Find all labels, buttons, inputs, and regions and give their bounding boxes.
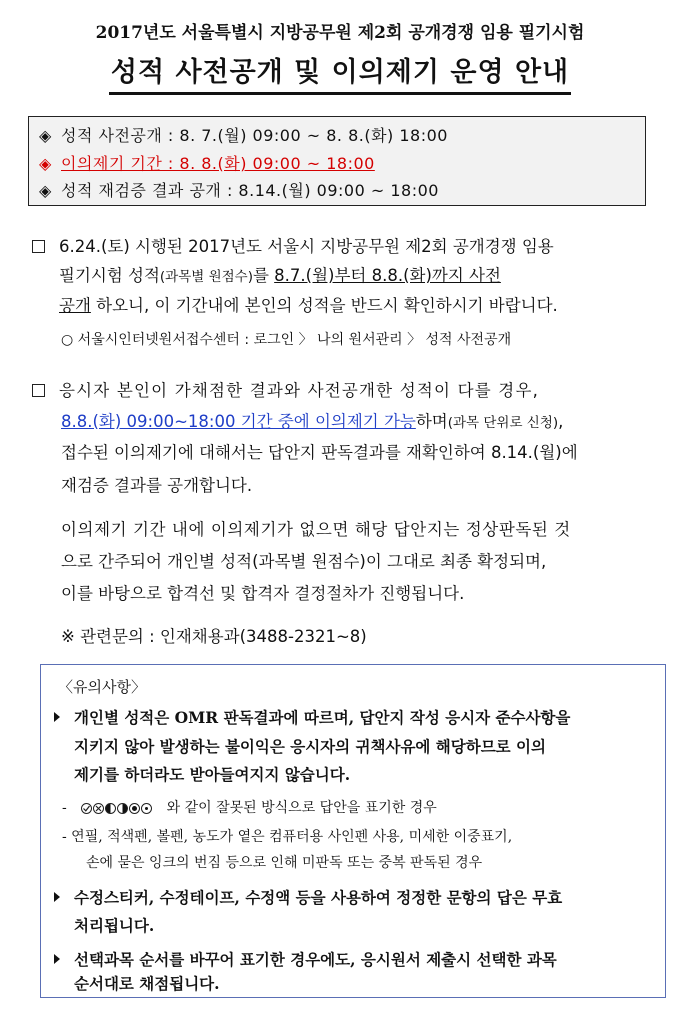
notice-dash1: - 와 같이 잘못된 방식으로 답안을 표기한 경우: [62, 800, 437, 816]
document-subtitle: 2017년도 서울특별시 지방공무원 제2회 공개경쟁 임용 필기시험: [95, 23, 585, 43]
notice-heading: 〈유의사항〉: [58, 678, 146, 696]
section2-line2: [61, 408, 563, 432]
section1-underlined-date: 8.7.(월)부터 8.8.(화)까지 사전: [274, 266, 501, 285]
section1-text-small: (과목별 원점수): [159, 269, 253, 285]
triangle-bullet-icon: [54, 712, 60, 722]
check-circle-icon: [81, 803, 92, 814]
notice-dash2-line1: - 연필, 적색펜, 볼펜, 농도가 옅은 컴퓨터용 사인펜 사용, 미세한 이중표기,: [62, 829, 513, 845]
section1-menu-path: ○ 서울시인터넷원서접수센터 : 로그인 〉 나의 원서관리 〉 성적 사전공개: [61, 332, 512, 348]
summary-row-score-preview: [39, 123, 448, 146]
section2-line1: [32, 377, 539, 401]
checkbox-square-icon: [32, 240, 45, 253]
section1-line3: [59, 292, 558, 316]
checkbox-square-icon: [32, 384, 45, 397]
dot-circle-icon: [129, 803, 140, 814]
section2-text: ,: [558, 412, 564, 431]
schedule-summary-box: [28, 116, 646, 206]
section2-text: 하며: [415, 412, 448, 431]
section2-para2-line1: 이의제기 기간 내에 이의제기가 없으면 해당 답안지는 정상판독된 것: [61, 520, 571, 539]
contact-info: ※ 관련문의 : 인재채용과(3488-2321~8): [61, 627, 367, 646]
omr-wrong-mark-examples: [81, 803, 152, 814]
section2-text-small: (과목 단위로 신청): [447, 415, 559, 431]
section1-text: 6.24.(토) 시행된 2017년도 서울시 지방공무원 제2회 공개경쟁 임용: [59, 237, 554, 256]
notice-bullet3-line1: [54, 948, 557, 970]
notice-text: 수정스티커, 수정테이프, 수정액 등을 사용하여 정정한 문항의 답은 무효: [74, 888, 563, 907]
summary-row-objection-period: [39, 151, 375, 174]
document-title: [0, 50, 680, 95]
section2-para2-line3: 이를 바탕으로 합격선 및 합격자 결정절차가 진행됩니다.: [61, 584, 465, 603]
notice-dash2-line2: 손에 묻은 잉크의 번짐 등으로 인해 미판독 또는 중복 판독된 경우: [86, 855, 483, 871]
section1-text: 를: [252, 266, 275, 285]
notice-bullet1-line3: 제기를 하더라도 받아들여지지 않습니다.: [74, 765, 351, 784]
summary-row-reverification: [39, 178, 439, 201]
triangle-bullet-icon: [54, 892, 60, 902]
diamond-icon: ◈: [39, 181, 52, 200]
section1-line2: [59, 262, 501, 286]
notice-text: 개인별 성적은 OMR 판독결과에 따르며, 답안지 작성 응시자 준수사항을: [74, 708, 571, 727]
section1-underlined-text: 공개: [59, 296, 91, 315]
summary-text: 이의제기 기간 : 8. 8.(화) 09:00 ~ 18:00: [61, 154, 375, 173]
notice-bullet2-line1: [54, 886, 562, 908]
section2-para2-line2: 으로 간주되어 개인별 성적(과목별 원점수)이 그대로 최종 확정되며,: [61, 552, 547, 571]
notice-bullet3-line2: 순서대로 채점됩니다.: [74, 974, 220, 993]
section2-line4: 재검증 결과를 공개합니다.: [61, 476, 253, 495]
section2-line3: 접수된 이의제기에 대해서는 답안지 판독결과를 재확인하여 8.14.(월)에: [61, 443, 578, 462]
diamond-icon: ◈: [39, 154, 52, 173]
summary-text: 성적 재검증 결과 공개 : 8.14.(월) 09:00 ~ 18:00: [61, 181, 439, 200]
summary-text: 성적 사전공개 : 8. 7.(월) 09:00 ~ 8. 8.(화) 18:00: [61, 126, 448, 145]
x-circle-icon: [93, 803, 104, 814]
notice-bullet1-line1: [54, 706, 570, 728]
document-title-text: 성적 사전공개 및 이의제기 운영 안내: [109, 50, 571, 95]
section2-objection-period-highlight: 8.8.(화) 09:00~18:00 기간 중에 이의제기 가능: [61, 412, 416, 431]
notice-bullet2-line2: 처리됩니다.: [74, 916, 155, 935]
section1-line1: [32, 233, 554, 257]
section1-text: 하오니, 이 기간내에 본인의 성적을 반드시 확인하시기 바랍니다.: [90, 296, 558, 315]
triangle-bullet-icon: [54, 954, 60, 964]
half-filled-circle-icon: [117, 803, 128, 814]
half-filled-circle-icon: [105, 803, 116, 814]
notice-text: 선택과목 순서를 바꾸어 표기한 경우에도, 응시원서 제출시 선택한 과목: [74, 950, 557, 969]
notice-bullet1-line2: 지키지 않아 발생하는 불이익은 응시자의 귀책사유에 해당하므로 이의: [74, 737, 546, 756]
small-dot-circle-icon: [141, 803, 152, 814]
diamond-icon: ◈: [39, 126, 52, 145]
section2-text: 응시자 본인이 가채점한 결과와 사전공개한 성적이 다를 경우,: [59, 381, 540, 400]
notice-text: 와 같이 잘못된 방식으로 답안을 표기한 경우: [166, 800, 437, 816]
section1-text: 필기시험 성적: [59, 266, 160, 285]
